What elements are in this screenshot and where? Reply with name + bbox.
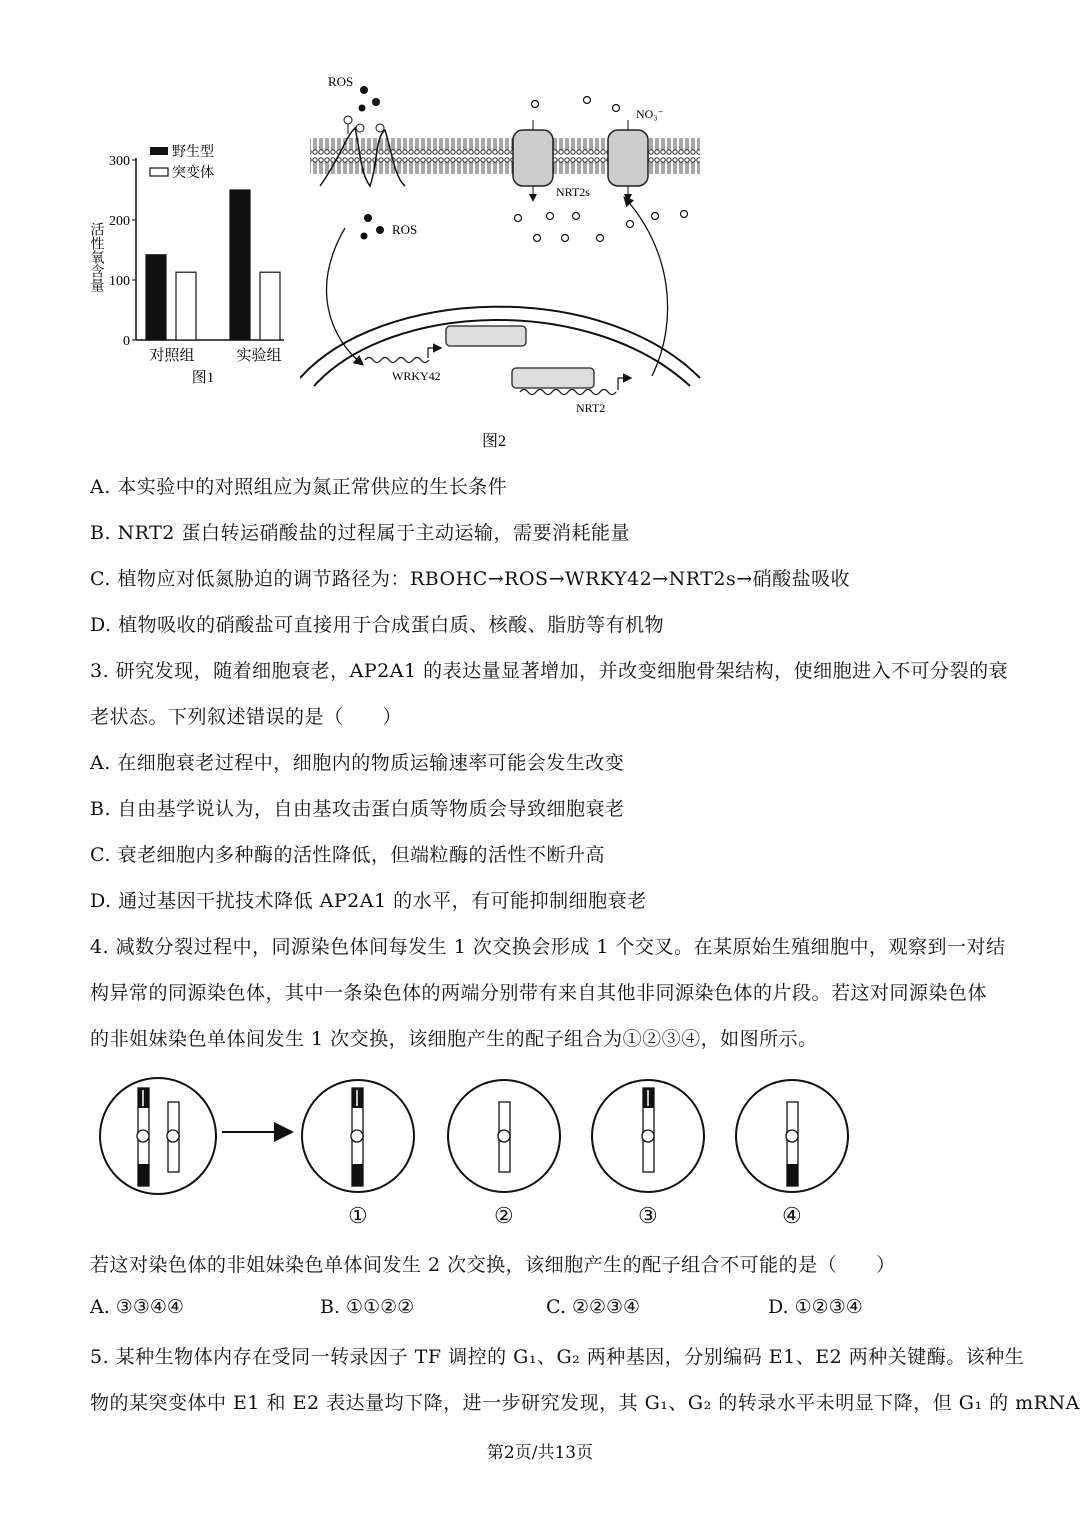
gamete-label-4: ④ xyxy=(782,1204,802,1229)
parent-chromosome-normal xyxy=(167,1102,179,1172)
nitrate-ions-outside xyxy=(532,97,620,112)
bar-wildtype-1 xyxy=(230,190,250,340)
nrt2-transporter-2 xyxy=(608,130,648,186)
q4-option-b: B. ①①②② xyxy=(320,1296,415,1318)
ros-star-icon-mid xyxy=(361,214,385,240)
q3-stem-line1: 3. 研究发现，随着细胞衰老，AP2A1 的表达量显著增加，并改变细胞骨架结构，使细胞进入不可分裂的衰 xyxy=(90,660,1009,682)
y-tick-label: 0 xyxy=(123,334,130,349)
q2-option-a: A. 本实验中的对照组应为氮正常供应的生长条件 xyxy=(90,476,508,498)
q4-question: 若这对染色体的非姐妹染色单体间发生 2 次交换，该细胞产生的配子组合不可能的是（ ） xyxy=(90,1254,896,1276)
gamete-2-chromosome xyxy=(498,1102,510,1172)
legend-swatch-wildtype xyxy=(150,147,168,155)
q3-option-b: B. 自由基学说认为，自由基攻击蛋白质等物质会导致细胞衰老 xyxy=(90,798,625,820)
q2-option-c: C. 植物应对低氮胁迫的调节路径为：RBOHC→ROS→WRKY42→NRT2s→硝酸盐吸收 xyxy=(90,568,851,590)
gamete-label-2: ② xyxy=(494,1204,514,1229)
ros-label-top: ROS xyxy=(328,74,354,89)
bar-wildtype-0 xyxy=(146,255,166,340)
ros-star-icon xyxy=(359,86,381,112)
bar-mutant-0 xyxy=(176,272,196,340)
q4-stem-line1: 4. 减数分裂过程中，同源染色体间每发生 1 次交换会形成 1 个交叉。在某原始生殖细胞中，观察到一对结 xyxy=(90,936,1006,958)
q2-option-b: B. NRT2 蛋白转运硝酸盐的过程属于主动运输，需要消耗能量 xyxy=(90,522,630,544)
wrky42-dna xyxy=(365,358,429,363)
q3-option-c: C. 衰老细胞内多种酶的活性降低，但端粒酶的活性不断升高 xyxy=(90,844,605,866)
page-footer: 第2页/共13页 xyxy=(486,1443,594,1463)
gamete-label-3: ③ xyxy=(638,1204,658,1229)
nrt2s-label: NRT2s xyxy=(556,185,590,199)
figure1-chart xyxy=(88,140,298,400)
gamete-3-chromosome xyxy=(642,1088,654,1172)
y-tick-label: 100 xyxy=(109,274,130,289)
y-tick-label: 200 xyxy=(109,214,130,229)
x-tick-label-experiment: 实验组 xyxy=(236,348,282,364)
figure2-diagram xyxy=(300,68,720,458)
gamete-4-chromosome xyxy=(786,1102,798,1186)
parent-chromosome-abnormal xyxy=(137,1088,149,1186)
q4-stem-line2: 构异常的同源染色体，其中一条染色体的两端分别带有来自其他非同源染色体的片段。若这对同源染色体 xyxy=(90,982,988,1004)
bar-mutant-1 xyxy=(260,272,280,340)
q4-option-c: C. ②②③④ xyxy=(546,1296,641,1318)
q4-stem-line3: 的非姐妹染色单体间发生 1 次交换，该细胞产生的配子组合为①②③④，如图所示。 xyxy=(90,1028,818,1050)
legend-label-mutant: 突变体 xyxy=(172,166,214,181)
figure2-title: 图2 xyxy=(482,433,507,450)
q3-option-a: A. 在细胞衰老过程中，细胞内的物质运输速率可能会发生改变 xyxy=(90,752,625,774)
nrt2-transporter-1 xyxy=(513,130,553,186)
no3-label: NO₃⁻ xyxy=(636,107,664,121)
q4-option-d: D. ①②③④ xyxy=(768,1296,863,1318)
legend-label-wildtype: 野生型 xyxy=(172,145,214,160)
x-tick-label-control: 对照组 xyxy=(149,348,195,364)
nrt2-gene-block xyxy=(512,368,594,388)
glycan-1 xyxy=(344,116,352,124)
nrt2-label: NRT2 xyxy=(576,401,606,415)
nitrate-ions-inside xyxy=(515,211,688,242)
gamete-1-chromosome xyxy=(351,1088,363,1186)
q3-stem-line2: 老状态。下列叙述错误的是（ ） xyxy=(90,706,403,728)
figure1-title: 图1 xyxy=(191,370,215,386)
gamete-label-1: ① xyxy=(348,1204,368,1229)
glycan-2 xyxy=(356,124,364,132)
ros-label-mid: ROS xyxy=(392,222,418,237)
q4-chromosome-figure xyxy=(90,1072,970,1202)
q5-line2: 物的某突变体中 E1 和 E2 表达量均下降，进一步研究发现，其 G₁、G₂ 的转录水平未明显下降，但 G₁ 的 mRNA xyxy=(90,1392,1080,1414)
q3-option-d: D. 通过基因干扰技术降低 AP2A1 的水平，有可能抑制细胞衰老 xyxy=(90,890,647,912)
wrky42-label: WRKY42 xyxy=(392,369,441,383)
q5-line1: 5. 某种生物体内存在受同一转录因子 TF 调控的 G₁、G₂ 两种基因，分别编码 E1、E2 两种关键酶。该种生 xyxy=(90,1346,1025,1368)
y-tick-label: 300 xyxy=(109,154,130,169)
glycan-3 xyxy=(376,124,384,132)
legend-swatch-mutant xyxy=(150,168,168,176)
y-axis-label: 活性氧含量 xyxy=(88,222,104,292)
wrky42-protein xyxy=(446,326,526,346)
q4-option-a: A. ③③④④ xyxy=(90,1296,184,1318)
q2-option-d: D. 植物吸收的硝酸盐可直接用于合成蛋白质、核酸、脂肪等有机物 xyxy=(90,614,665,636)
nrt2-dna xyxy=(520,390,616,395)
parent-cell xyxy=(100,1078,216,1194)
